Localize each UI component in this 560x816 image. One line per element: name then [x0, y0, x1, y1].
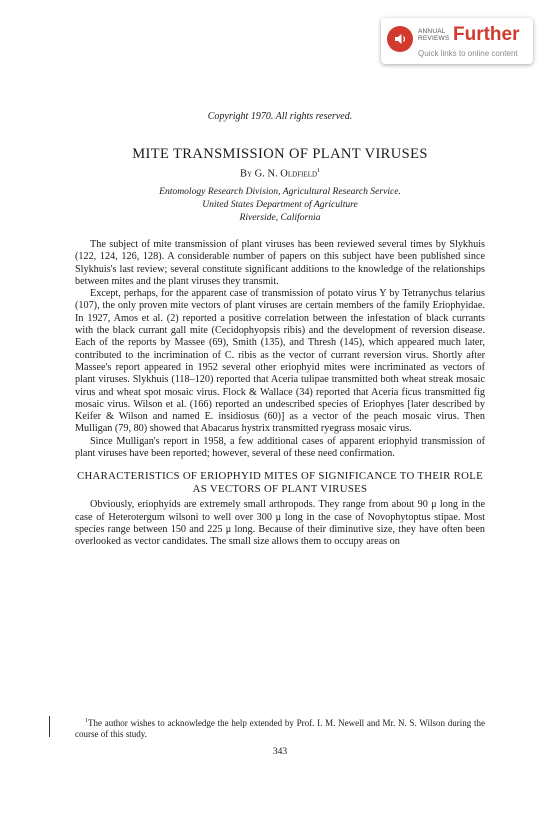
- affiliation-line-3: Riverside, California: [239, 212, 321, 223]
- further-label: Further: [453, 24, 520, 45]
- annual-reviews-logo: ANNUAL REVIEWS: [418, 28, 450, 42]
- footnote-text: The author wishes to acknowledge the help extended by Prof. I. M. Newell and Mr. N. S. Wilson during the course of this study.: [75, 718, 485, 739]
- author-name: G. N. Oldfield: [254, 168, 318, 180]
- paragraph-3: Since Mulligan's report in 1958, a few additional cases of apparent eriophyid transmission of plant viruses have been reported; however, several of these need confirmation.: [75, 435, 485, 460]
- speaker-icon: [387, 26, 413, 52]
- copyright-line: Copyright 1970. All rights reserved.: [207, 111, 353, 122]
- paragraph-2: Except, perhaps, for the apparent case of transmission of potato virus Y by Tetranychus telarius (107), the only proven mite vectors of plant viruses are certain members of the family Eriophyidae. In 1927, Amos et al. (2) reported a positive correlation between the infestation of black currants with the black currant gall mite (Cecidophyopsis ribis) and the development of reversion disease. Each of the reports by Massee (69), Smith (135), and Thresh (145), which appeared much later, contributed to the incrimination of C. ribis as the vector of currant reversion virus. Shortly after Massee's report appeared in 1952 several other eriophyid mites were incriminated as vectors of plant viruses. Slykhuis (118–120) reported that Aceria tulipae transmitted both wheat streak mosaic virus and wheat spot mosaic virus. Flock & Wallace (34) reported that Aceria ficus transmitted fig mosaic virus. Wilson et al. (166) reported an undescribed species of Eriophyes [later described by Keifer & Wilson and named E. insidiosus (60)] as a vector of the peach mosaic virus. Then Mulligan (79, 80) showed that Abacarus hystrix transmitted ryegrass mosaic virus.: [75, 288, 485, 435]
- margin-rule: [49, 716, 50, 737]
- author-by: By: [239, 168, 252, 180]
- section-heading: CHARACTERISTICS OF ERIOPHYID MITES OF SIGNIFICANCE TO THEIR ROLE AS VECTORS OF PLANT VIRUSES: [76, 470, 484, 496]
- article-title: MITE TRANSMISSION OF PLANT VIRUSES: [132, 146, 428, 162]
- author-line: [0, 168, 560, 180]
- affiliation-line-1: Entomology Research Division, Agricultural Research Service.: [159, 186, 401, 197]
- further-banner[interactable]: [381, 18, 533, 64]
- affiliation-line-2: United States Department of Agriculture: [202, 199, 358, 210]
- footnote: [75, 716, 485, 740]
- author-footnote-mark[interactable]: 1: [317, 168, 321, 174]
- paragraph-1: The subject of mite transmission of plant viruses has been reviewed several times by Slykhuis (122, 124, 126, 128). A considerable number of papers on this subject have been published since Slykhuis's last review; several constitute significant additions to the knowledge of the relationships between mites and the plant viruses they transmit.: [75, 239, 485, 287]
- paragraph-4: Obviously, eriophyids are extremely small arthropods. They range from about 90 μ long in the case of Heterotergum wilsoni to well over 300 μ long in the case of Novophytoptus stipae. Most species range between 150 and 225 μ long. Because of their diminutive size, they have often been overlooked as vector candidates. The small size allows them to occupy areas on: [75, 499, 485, 548]
- further-subtitle: Quick links to online content: [418, 49, 518, 58]
- footnote-mark: 1: [85, 718, 88, 724]
- article-body: [75, 239, 485, 549]
- page-number: 343: [272, 747, 288, 757]
